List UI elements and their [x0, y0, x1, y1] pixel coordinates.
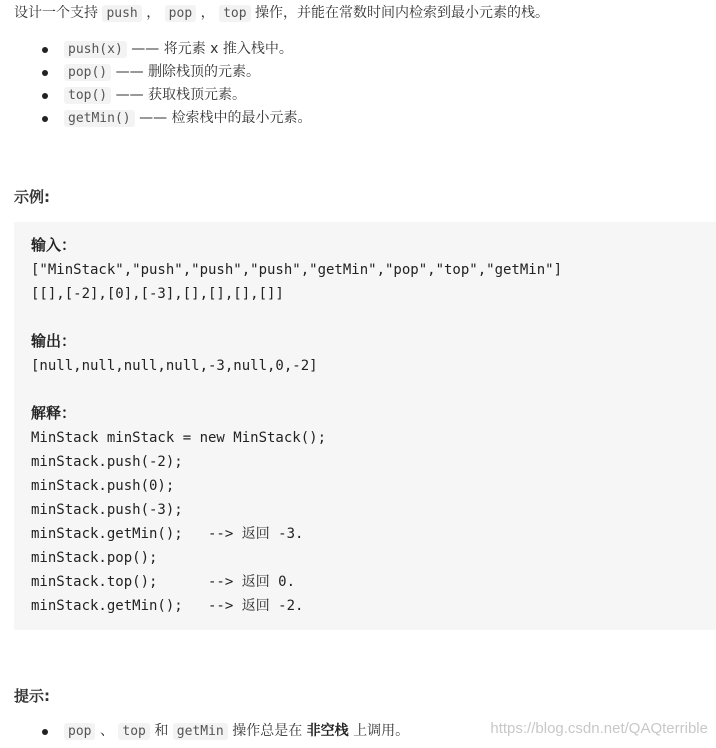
input-line: [[],[-2],[0],[-3],[],[],[],[]]: [31, 286, 284, 302]
pop-code: pop: [64, 723, 95, 740]
tip-separator: 、: [99, 723, 114, 739]
list-item: [0, 107, 312, 130]
tips-heading: 提示:: [14, 687, 50, 705]
bullet-icon: [42, 47, 48, 53]
input-label: 输入：: [31, 236, 77, 254]
tip-emphasis: 非空栈: [306, 723, 349, 739]
code-line: minStack.pop();: [31, 550, 158, 566]
bullet-icon: [42, 729, 48, 735]
top-code: top: [118, 723, 149, 740]
intro-prefix: 设计一个支持: [14, 5, 98, 21]
list-item: [0, 720, 409, 743]
output-line: [null,null,null,null,-3,null,0,-2]: [31, 358, 318, 374]
operation-desc: —— 检索栈中的最小元素。: [139, 110, 312, 126]
operations-list: [0, 38, 312, 130]
operation-code: top(): [64, 87, 111, 104]
example-heading: 示例:: [14, 188, 50, 206]
explain-label: 解释：: [31, 404, 77, 422]
list-item: [0, 61, 312, 84]
list-item: [0, 84, 312, 107]
code-line: minStack.getMin(); --> 返回 -2.: [31, 598, 304, 614]
problem-intro: [14, 2, 549, 24]
operation-code: getMin(): [64, 110, 135, 127]
bullet-icon: [42, 93, 48, 99]
code-line: MinStack minStack = new MinStack();: [31, 430, 327, 446]
intro-comma: ，: [146, 5, 161, 21]
code-line: minStack.top(); --> 返回 0.: [31, 574, 296, 590]
intro-comma: ，: [200, 5, 215, 21]
code-line: minStack.getMin(); --> 返回 -3.: [31, 526, 304, 542]
intro-suffix: 操作，并能在常数时间内检索到最小元素的栈。: [255, 5, 549, 21]
code-line: minStack.push(-2);: [31, 454, 183, 470]
operation-desc: —— 获取栈顶元素。: [115, 87, 247, 103]
push-code: push: [102, 5, 141, 22]
list-item: [0, 38, 312, 61]
tip-and: 和: [154, 723, 169, 739]
operation-code: pop(): [64, 64, 111, 81]
top-code: top: [219, 5, 250, 22]
input-line: ["MinStack","push","push","push","getMin","pop","top","getMin"]: [31, 262, 563, 278]
output-label: 输出：: [31, 332, 77, 350]
bullet-icon: [42, 70, 48, 76]
tips-list: [0, 720, 409, 743]
bullet-icon: [42, 116, 48, 122]
operation-desc: —— 将元素 x 推入栈中。: [131, 41, 293, 57]
code-line: minStack.push(0);: [31, 478, 175, 494]
code-line: minStack.push(-3);: [31, 502, 183, 518]
tip-text: 上调用。: [353, 723, 410, 739]
tip-text: 操作总是在: [232, 723, 303, 739]
example-code-block: [14, 222, 716, 630]
operation-desc: —— 删除栈顶的元素。: [115, 64, 261, 80]
operation-code: push(x): [64, 41, 127, 58]
pop-code: pop: [165, 5, 196, 22]
watermark: https://blog.csdn.net/QAQterrible: [490, 720, 708, 737]
getmin-code: getMin: [173, 723, 228, 740]
